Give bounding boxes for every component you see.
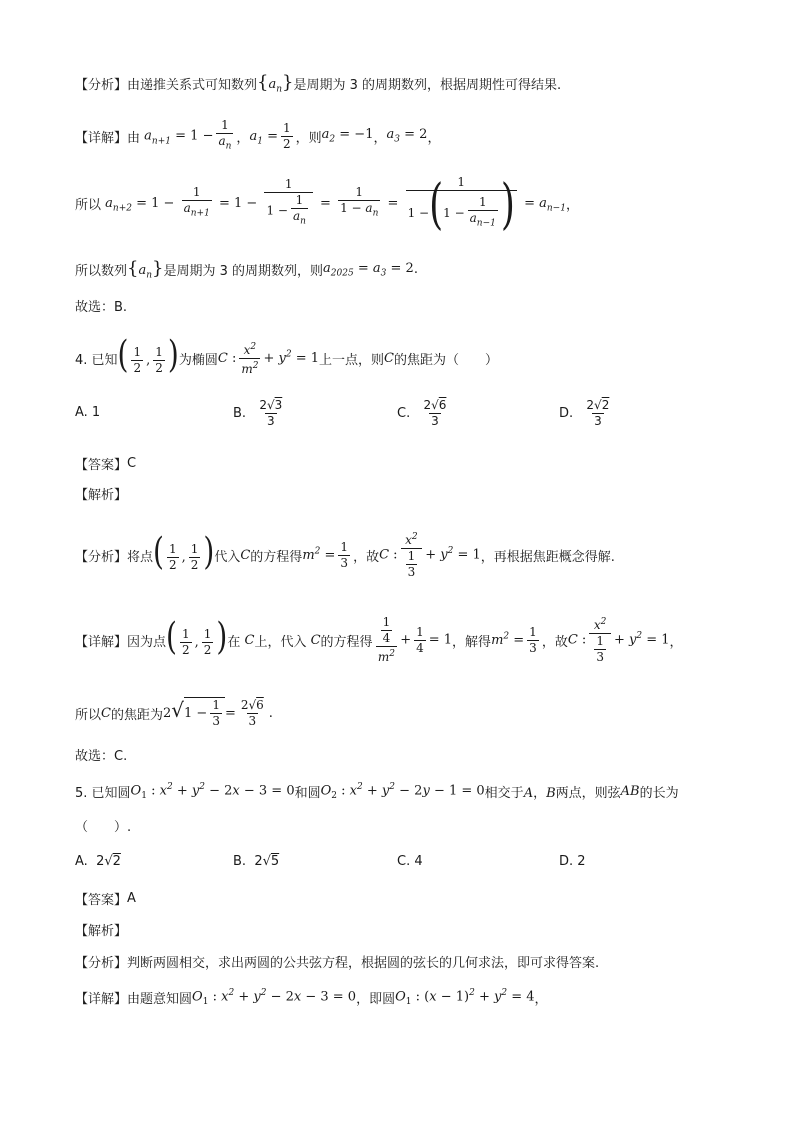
question-4-text-a: 为椭圆 xyxy=(178,353,218,368)
answer-value-q4: C xyxy=(127,456,137,471)
recurrence-formula: $a_{n+1} = 1$ − $\frac{1}{a_n}$ xyxy=(140,118,236,154)
detail-text-b: ，则 xyxy=(295,130,322,146)
q4-detail xyxy=(75,615,683,665)
q5-option-a: A. 2√2 xyxy=(75,854,121,869)
q4-result-c: C xyxy=(101,705,111,721)
detail-line-1 xyxy=(75,118,440,154)
sequence-symbol-2: $\{a_n\}$ xyxy=(127,258,164,281)
q5-analysis xyxy=(75,952,599,971)
detail-tag: 【详解】 xyxy=(75,130,128,146)
q5-detail xyxy=(75,988,548,1007)
analysis-tag: 【分析】 xyxy=(75,77,128,93)
q4-option-b: B. $\frac{2√3}{3}$ xyxy=(233,398,283,428)
q4-analysis-text-b: 代入 xyxy=(214,549,241,565)
conclusion-line xyxy=(75,258,418,281)
q5-detail-text-c: ， xyxy=(534,992,548,1007)
substitution: $\frac{\frac{1}{4}}{m^2}$ + $\frac{1}{4}$ = 1 xyxy=(377,615,453,664)
a2025-value: $a_{2025} = a_3 = 2$ xyxy=(323,260,414,279)
answer-tag-q4: 【答案】 xyxy=(75,458,128,473)
m-squared-2: $m^2$ = $\frac{1}{3}$ xyxy=(491,624,537,655)
m-squared: $m^2$ = $\frac{1}{3}$ xyxy=(302,539,349,570)
derivation-line xyxy=(75,174,579,236)
choice-text-q4: 故选：C. xyxy=(75,749,128,764)
q4-result-text-a: 所以 xyxy=(75,707,102,723)
circle-o1: $O_1$ : $x^2 + y^2 - 2x - 3 = 0$ xyxy=(130,782,295,801)
q4-detail-c1: C xyxy=(240,632,255,648)
question-5 xyxy=(75,782,679,801)
circle-o2: $O_2$ : $x^2 + y^2 - 2y - 1 = 0$ xyxy=(320,782,485,801)
question-5-bracket xyxy=(75,816,131,835)
question-5-text-e: （ ）. xyxy=(75,820,132,835)
question-4-text-c: 的焦距为（ ） xyxy=(394,353,499,368)
q4-explanation-heading xyxy=(75,484,127,503)
q5-option-b: B. 2√5 xyxy=(233,854,280,869)
q4-c: C xyxy=(240,547,251,563)
q5-explanation-heading xyxy=(75,920,127,939)
conclusion-end: . xyxy=(413,261,418,277)
q4-option-c: C. $\frac{2√6}{3}$ xyxy=(397,398,447,428)
points-ab: A，B xyxy=(523,786,556,801)
q5-analysis-text: 判断两圆相交，求出两圆的公共弦方程，根据圆的弦长的几何求法，即可求得答案. xyxy=(127,956,600,971)
detail-sep-3: ， xyxy=(427,130,441,146)
therefore-text: 所以 xyxy=(75,197,102,213)
ellipse-specific-2: C : $\frac{x^2}{\frac{1}{3}}$ + $y^2 = 1$ xyxy=(567,617,670,664)
derivation-sep: ， xyxy=(565,197,579,213)
question-4-text-b: 上一点，则 xyxy=(319,353,385,368)
conclusion-text-a: 所以数列 xyxy=(75,263,128,279)
question-5-text-c: 两点，则弦 xyxy=(555,786,621,801)
a2-value: $a_2 = -1$ xyxy=(321,127,374,145)
q4-detail-point: ( $\frac{1}{2}$ , $\frac{1}{2}$ ) xyxy=(166,613,228,659)
q4-option-a: A. 1 xyxy=(75,405,101,420)
q4-analysis-text-d: ，故 xyxy=(353,549,380,565)
q4-detail-text-g: ， xyxy=(669,634,683,650)
question-5-text-b: 相交于 xyxy=(484,786,524,801)
question-5-text-a: 和圆 xyxy=(294,786,321,801)
ellipse-equation: C : $\frac{x^2}{m^2}$ + $y^2 = 1$ xyxy=(217,342,320,376)
q4-result-text-b: 的焦距为 xyxy=(110,707,163,723)
q4-analysis-text-e: ，再根据焦距概念得解. xyxy=(480,549,615,565)
analysis-text-a: 由递推关系式可知数列 xyxy=(127,77,258,93)
q5-option-d: D. 2 xyxy=(559,854,586,869)
analysis-text-b: 是周期为 3 的周期数列，根据周期性可得结果. xyxy=(293,77,562,93)
q4-detail-text-d: 的方程得 xyxy=(320,634,373,650)
explanation-tag-q4: 【解析】 xyxy=(75,488,128,503)
analysis-tag-q5: 【分析】 xyxy=(75,956,128,971)
choice-line-q4 xyxy=(75,745,127,764)
q4-result xyxy=(75,697,273,729)
circle-o1-detail: $O_1$ : $x^2 + y^2 - 2x - 3 = 0$ xyxy=(192,988,357,1007)
chord-ab: AB xyxy=(620,784,640,799)
detail-text-a: 由 xyxy=(127,130,141,146)
q4-analysis-text-c: 的方程得 xyxy=(250,549,303,565)
q4-analysis xyxy=(75,530,615,580)
detail-sep-1: ， xyxy=(236,130,250,146)
q5-option-c: C. 4 xyxy=(397,854,423,869)
curve-c: C xyxy=(384,351,394,366)
period-derivation: $a_{n+2} = 1$ − $\frac{1}{a_{n+1}}$ = 1 − 1 1 − $\frac{1}{a_n}$ = $\frac{1}{1 - a_n}$ = 1 1 −(1 − $\frac{1}{a_{n-1}}$ ) = $a_{n-1}$ xyxy=(101,174,566,236)
q4-analysis-text-a: 将点 xyxy=(127,549,154,565)
answer-value-q5: A xyxy=(127,891,136,906)
question-5-text-d: 的长为 xyxy=(639,786,679,801)
q4-answer xyxy=(75,454,136,473)
q4-option-d: D. $\frac{2√2}{3}$ xyxy=(559,398,610,428)
q4-detail-c2: C xyxy=(306,632,321,648)
q5-answer xyxy=(75,889,136,908)
conclusion-text-b: 是周期为 3 的周期数列，则 xyxy=(163,263,324,279)
analysis-tag-q4: 【分析】 xyxy=(75,549,128,565)
q4-detail-text-b: 在 xyxy=(227,634,241,650)
q4-detail-text-a: 因为点 xyxy=(127,634,167,650)
q4-detail-text-e: ，解得 xyxy=(452,634,492,650)
analysis-line-1 xyxy=(75,72,561,95)
answer-tag-q5: 【答案】 xyxy=(75,893,128,908)
q4-point: ( $\frac{1}{2}$ , $\frac{1}{2}$ ) xyxy=(153,528,215,574)
q4-detail-text-f: ，故 xyxy=(541,634,568,650)
q5-detail-text-a: 由题意知圆 xyxy=(127,992,193,1007)
sequence-symbol: $\{a_n\}$ xyxy=(257,72,294,95)
initial-value: $a_1$ = $\frac{1}{2}$ xyxy=(249,120,291,151)
question-4-number: 4. 已知 xyxy=(75,353,118,368)
question-5-number: 5. 已知圆 xyxy=(75,786,131,801)
a3-value: $a_3 = 2$ xyxy=(386,127,428,145)
q4-detail-text-c: 上，代入 xyxy=(254,634,307,650)
detail-tag-q4: 【详解】 xyxy=(75,634,128,650)
question-4 xyxy=(75,332,499,377)
explanation-tag-q5: 【解析】 xyxy=(75,924,128,939)
detail-tag-q5: 【详解】 xyxy=(75,992,128,1007)
point-coords: ( $\frac{1}{2}$ , $\frac{1}{2}$ ) xyxy=(117,332,179,377)
choice-text-q3: 故选：B. xyxy=(75,300,128,315)
q5-detail-text-b: ，即圆 xyxy=(356,992,396,1007)
detail-sep-2: ， xyxy=(373,130,387,146)
choice-line-q3 xyxy=(75,296,127,315)
ellipse-specific: C : $\frac{x^2}{\frac{1}{3}}$ + $y^2 = 1$ xyxy=(379,532,481,579)
focal-distance: 2√ 1 − $\frac{1}{3}$ = $\frac{2√6}{3}$ . xyxy=(162,698,273,728)
circle-o1-standard: $O_1$ : $(x - 1)^2 + y^2 = 4$ xyxy=(395,988,535,1007)
